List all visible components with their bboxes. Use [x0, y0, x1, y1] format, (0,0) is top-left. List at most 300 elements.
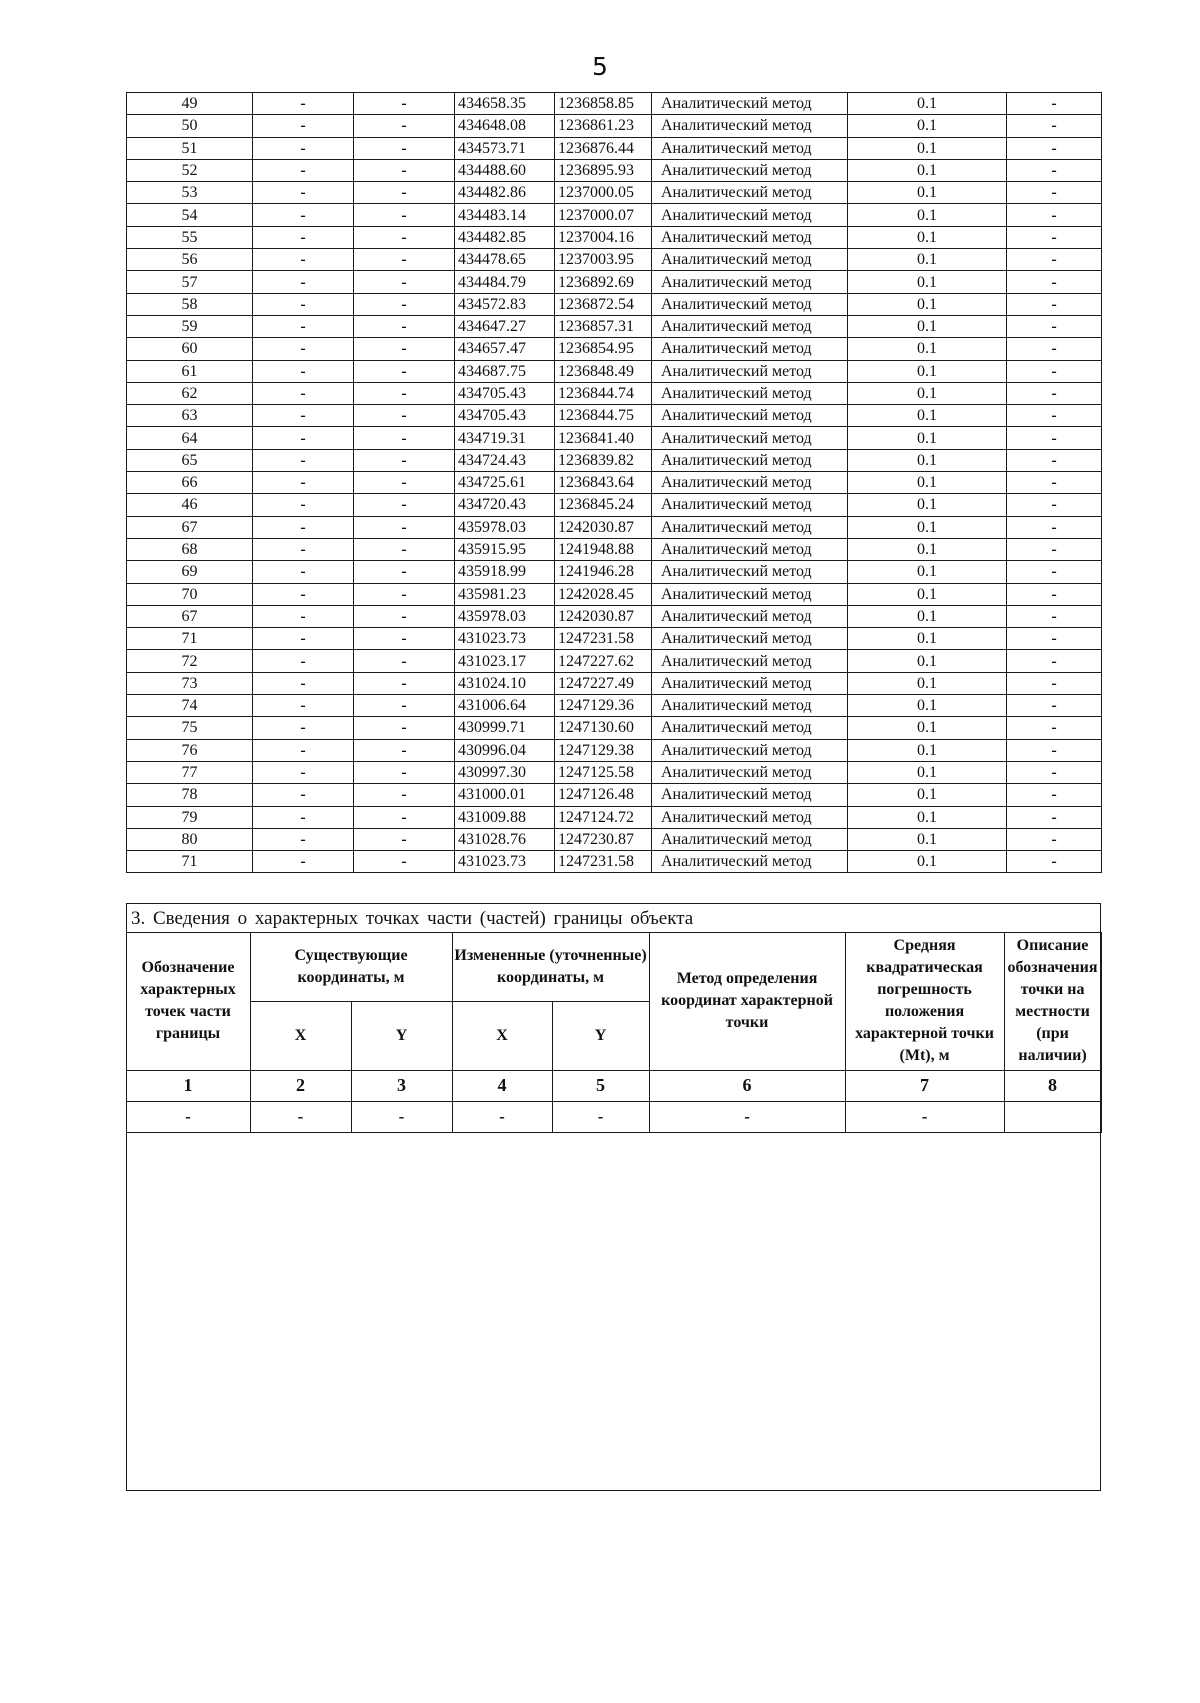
header-existing-y: Y — [351, 1001, 452, 1070]
table-row — [127, 249, 1102, 271]
column-number: 2 — [250, 1070, 351, 1101]
cell-point: 80 — [127, 828, 253, 850]
parts-table — [126, 932, 1102, 1133]
cell-accuracy: 0.1 — [848, 159, 1007, 181]
cell-x-old: - — [253, 761, 354, 783]
cell-point: 63 — [127, 405, 253, 427]
cell-x-new: 435915.95 — [455, 538, 555, 560]
cell-description: - — [1007, 226, 1102, 248]
cell-y-new: 1247124.72 — [555, 806, 652, 828]
cell-description: - — [1007, 271, 1102, 293]
cell-accuracy: 0.1 — [848, 761, 1007, 783]
cell-y-new: 1247231.58 — [555, 851, 652, 873]
cell-y-new: 1236857.31 — [555, 315, 652, 337]
cell-x-new: 434482.85 — [455, 226, 555, 248]
cell-accuracy: 0.1 — [848, 427, 1007, 449]
cell-y-new: 1247125.58 — [555, 761, 652, 783]
cell-y-old: - — [354, 784, 455, 806]
cell-accuracy: 0.1 — [848, 360, 1007, 382]
header-existing-x: X — [250, 1001, 351, 1070]
cell-accuracy: 0.1 — [848, 449, 1007, 471]
cell-accuracy: 0.1 — [848, 382, 1007, 404]
cell-x-old: - — [253, 427, 354, 449]
cell-x-new: 431000.01 — [455, 784, 555, 806]
cell-y-new: 1236895.93 — [555, 159, 652, 181]
cell-x-new: 434687.75 — [455, 360, 555, 382]
cell-method: Аналитический метод — [652, 717, 848, 739]
cell-y-new: 1237000.07 — [555, 204, 652, 226]
cell-point: 53 — [127, 182, 253, 204]
cell-y-old: - — [354, 538, 455, 560]
cell-x-old: - — [253, 382, 354, 404]
cell-method: Аналитический метод — [652, 650, 848, 672]
cell-description: - — [1007, 137, 1102, 159]
header-method: Метод определения координат характерной точки — [649, 932, 845, 1070]
cell-method: Аналитический метод — [652, 739, 848, 761]
cell-x-new: 434725.61 — [455, 472, 555, 494]
cell-point: 66 — [127, 472, 253, 494]
cell-description: - — [1007, 739, 1102, 761]
cell-y-new: 1247129.36 — [555, 695, 652, 717]
cell-method: Аналитический метод — [652, 605, 848, 627]
cell-x-new: 435981.23 — [455, 583, 555, 605]
cell-point: 54 — [127, 204, 253, 226]
cell-accuracy: 0.1 — [848, 828, 1007, 850]
table-row — [127, 405, 1102, 427]
cell-x-new: 430997.30 — [455, 761, 555, 783]
column-number: 3 — [351, 1070, 452, 1101]
cell-x-new: 434724.43 — [455, 449, 555, 471]
cell-accuracy: - — [845, 1101, 1004, 1132]
cell-x-old: - — [253, 249, 354, 271]
cell-accuracy: 0.1 — [848, 583, 1007, 605]
cell-y-old: - — [354, 717, 455, 739]
cell-y-new: 1247227.62 — [555, 650, 652, 672]
column-number-row — [126, 1070, 1101, 1101]
cell-x-new: 435918.99 — [455, 561, 555, 583]
cell-x-old: - — [253, 516, 354, 538]
cell-accuracy: 0.1 — [848, 249, 1007, 271]
cell-method: Аналитический метод — [652, 249, 848, 271]
cell-y-old: - — [354, 695, 455, 717]
header-accuracy: Средняя квадратическая погрешность положения характерной точки (Mt), м — [845, 932, 1004, 1070]
cell-y-old: - — [354, 182, 455, 204]
cell-x-new: 434658.35 — [455, 93, 555, 115]
cell-point: 77 — [127, 761, 253, 783]
cell-x-new: 434478.65 — [455, 249, 555, 271]
column-number: 6 — [649, 1070, 845, 1101]
cell-y-old: - — [354, 583, 455, 605]
cell-method: Аналитический метод — [652, 115, 848, 137]
cell-y-new: 1236892.69 — [555, 271, 652, 293]
table-row — [127, 672, 1102, 694]
cell-x-old: - — [253, 851, 354, 873]
cell-point: 59 — [127, 315, 253, 337]
cell-y-old: - — [354, 650, 455, 672]
cell-method: Аналитический метод — [652, 516, 848, 538]
table-row — [127, 851, 1102, 873]
cell-accuracy: 0.1 — [848, 695, 1007, 717]
table-row — [127, 472, 1102, 494]
cell-accuracy: 0.1 — [848, 628, 1007, 650]
cell-description: - — [1007, 516, 1102, 538]
cell-accuracy: 0.1 — [848, 115, 1007, 137]
cell-x-new: 431023.73 — [455, 628, 555, 650]
cell-point: 71 — [127, 628, 253, 650]
parts-section — [126, 903, 1101, 1491]
cell-method: Аналитический метод — [652, 449, 848, 471]
cell-y-old: - — [354, 338, 455, 360]
cell-y-new: 1236858.85 — [555, 93, 652, 115]
table-row — [127, 784, 1102, 806]
cell-y-old: - — [354, 628, 455, 650]
cell-method: Аналитический метод — [652, 360, 848, 382]
cell-x-new: 434484.79 — [455, 271, 555, 293]
cell-accuracy: 0.1 — [848, 182, 1007, 204]
cell-description: - — [1007, 672, 1102, 694]
cell-x-old: - — [253, 405, 354, 427]
cell-x-old: - — [253, 650, 354, 672]
cell-method: Аналитический метод — [652, 761, 848, 783]
cell-y-old: - — [354, 828, 455, 850]
cell-y-new: 1236848.49 — [555, 360, 652, 382]
cell-method: - — [649, 1101, 845, 1132]
cell-x-old: - — [253, 538, 354, 560]
cell-point: 67 — [127, 516, 253, 538]
page-number: 5 — [592, 52, 608, 81]
cell-method: Аналитический метод — [652, 204, 848, 226]
column-number: 1 — [126, 1070, 250, 1101]
cell-method: Аналитический метод — [652, 315, 848, 337]
cell-x-new: 430999.71 — [455, 717, 555, 739]
cell-point: 51 — [127, 137, 253, 159]
cell-method: Аналитический метод — [652, 672, 848, 694]
cell-y-new: 1236872.54 — [555, 293, 652, 315]
table-row — [127, 494, 1102, 516]
cell-method: Аналитический метод — [652, 405, 848, 427]
table-row — [127, 806, 1102, 828]
cell-accuracy: 0.1 — [848, 851, 1007, 873]
cell-y-old: - — [354, 672, 455, 694]
cell-x-old: - — [253, 717, 354, 739]
cell-x-new: 431009.88 — [455, 806, 555, 828]
cell-point: 56 — [127, 249, 253, 271]
cell-description — [1004, 1101, 1101, 1132]
table-row — [127, 739, 1102, 761]
cell-y-new: 1247227.49 — [555, 672, 652, 694]
cell-x-old: - — [253, 315, 354, 337]
cell-description: - — [1007, 338, 1102, 360]
cell-point: 55 — [127, 226, 253, 248]
cell-y-new: 1236843.64 — [555, 472, 652, 494]
cell-method: Аналитический метод — [652, 538, 848, 560]
cell-description: - — [1007, 204, 1102, 226]
cell-point: 74 — [127, 695, 253, 717]
cell-y-new: 1247231.58 — [555, 628, 652, 650]
cell-accuracy: 0.1 — [848, 494, 1007, 516]
cell-point: 52 — [127, 159, 253, 181]
table-row — [126, 1101, 1101, 1132]
cell-y-new: 1236844.74 — [555, 382, 652, 404]
cell-description: - — [1007, 249, 1102, 271]
cell-x-new: 434705.43 — [455, 405, 555, 427]
cell-method: Аналитический метод — [652, 137, 848, 159]
cell-description: - — [1007, 583, 1102, 605]
cell-x-new: 435978.03 — [455, 516, 555, 538]
cell-point: 79 — [127, 806, 253, 828]
cell-y-new: 1237000.05 — [555, 182, 652, 204]
cell-point: 78 — [127, 784, 253, 806]
cell-method: Аналитический метод — [652, 494, 848, 516]
cell-y-old: - — [354, 315, 455, 337]
cell-x-old: - — [253, 695, 354, 717]
cell-method: Аналитический метод — [652, 851, 848, 873]
blank-area — [127, 1133, 1100, 1473]
header-changed-y: Y — [552, 1001, 649, 1070]
cell-x-new: 435978.03 — [455, 605, 555, 627]
cell-x-new: - — [452, 1101, 552, 1132]
cell-y-old: - — [354, 115, 455, 137]
cell-method: Аналитический метод — [652, 93, 848, 115]
cell-accuracy: 0.1 — [848, 271, 1007, 293]
cell-y-old: - — [354, 360, 455, 382]
table-row — [127, 583, 1102, 605]
cell-y-new: 1236861.23 — [555, 115, 652, 137]
cell-x-old: - — [253, 115, 354, 137]
cell-y-old: - — [354, 226, 455, 248]
cell-y-old: - — [354, 472, 455, 494]
cell-method: Аналитический метод — [652, 695, 848, 717]
cell-y-old: - — [354, 605, 455, 627]
cell-x-old: - — [253, 494, 354, 516]
cell-y-new: 1237003.95 — [555, 249, 652, 271]
cell-x-old: - — [253, 93, 354, 115]
cell-y-old: - — [354, 516, 455, 538]
cell-y-old: - — [354, 93, 455, 115]
cell-description: - — [1007, 561, 1102, 583]
cell-description: - — [1007, 717, 1102, 739]
coordinates-table — [126, 92, 1102, 873]
cell-point: 75 — [127, 717, 253, 739]
cell-x-new: 431006.64 — [455, 695, 555, 717]
cell-description: - — [1007, 449, 1102, 471]
cell-point: 72 — [127, 650, 253, 672]
cell-description: - — [1007, 182, 1102, 204]
cell-description: - — [1007, 159, 1102, 181]
cell-x-new: 431028.76 — [455, 828, 555, 850]
cell-point: - — [126, 1101, 250, 1132]
cell-x-old: - — [253, 338, 354, 360]
table-row — [127, 204, 1102, 226]
cell-point: 57 — [127, 271, 253, 293]
cell-method: Аналитический метод — [652, 427, 848, 449]
table-row — [127, 137, 1102, 159]
cell-x-new: 431023.17 — [455, 650, 555, 672]
cell-point: 62 — [127, 382, 253, 404]
table-row — [127, 561, 1102, 583]
cell-point: 76 — [127, 739, 253, 761]
cell-point: 49 — [127, 93, 253, 115]
cell-y-new: 1242028.45 — [555, 583, 652, 605]
cell-y-old: - — [354, 137, 455, 159]
cell-y-new: 1236854.95 — [555, 338, 652, 360]
cell-x-new: 431024.10 — [455, 672, 555, 694]
table-row — [127, 293, 1102, 315]
cell-accuracy: 0.1 — [848, 806, 1007, 828]
cell-x-old: - — [253, 449, 354, 471]
cell-y-new: 1242030.87 — [555, 605, 652, 627]
cell-description: - — [1007, 293, 1102, 315]
cell-y-new: 1236876.44 — [555, 137, 652, 159]
header-existing-coords: Существующие координаты, м — [250, 932, 452, 1001]
cell-x-new: 434657.47 — [455, 338, 555, 360]
cell-point: 58 — [127, 293, 253, 315]
cell-y-old: - — [354, 761, 455, 783]
cell-description: - — [1007, 315, 1102, 337]
cell-method: Аналитический метод — [652, 628, 848, 650]
table-row — [127, 717, 1102, 739]
cell-x-new: 434720.43 — [455, 494, 555, 516]
cell-x-old: - — [253, 271, 354, 293]
cell-y-old: - — [354, 405, 455, 427]
table-row — [127, 605, 1102, 627]
cell-y-old: - — [354, 449, 455, 471]
table-row — [127, 382, 1102, 404]
cell-method: Аналитический метод — [652, 784, 848, 806]
cell-x-old: - — [253, 159, 354, 181]
cell-x-new: 434705.43 — [455, 382, 555, 404]
cell-x-old: - — [253, 137, 354, 159]
cell-description: - — [1007, 828, 1102, 850]
cell-description: - — [1007, 472, 1102, 494]
cell-x-old: - — [253, 628, 354, 650]
cell-method: Аналитический метод — [652, 561, 848, 583]
section-title: 3. Сведения о характерных точках части (частей) границы объекта — [127, 904, 1100, 933]
cell-description: - — [1007, 650, 1102, 672]
cell-accuracy: 0.1 — [848, 226, 1007, 248]
cell-point: 65 — [127, 449, 253, 471]
cell-x-old: - — [253, 784, 354, 806]
cell-accuracy: 0.1 — [848, 561, 1007, 583]
table-row — [127, 516, 1102, 538]
table-row — [127, 650, 1102, 672]
cell-method: Аналитический метод — [652, 159, 848, 181]
cell-point: 69 — [127, 561, 253, 583]
cell-accuracy: 0.1 — [848, 405, 1007, 427]
cell-x-new: 434482.86 — [455, 182, 555, 204]
table-row — [127, 628, 1102, 650]
cell-y-old: - — [354, 561, 455, 583]
table-row — [127, 159, 1102, 181]
table-row — [127, 226, 1102, 248]
table-row — [127, 93, 1102, 115]
cell-x-new: 434719.31 — [455, 427, 555, 449]
cell-description: - — [1007, 605, 1102, 627]
header-designation: Обозначение характерных точек части границы — [126, 932, 250, 1070]
cell-method: Аналитический метод — [652, 338, 848, 360]
cell-x-old: - — [253, 472, 354, 494]
cell-y-old: - — [354, 293, 455, 315]
table-row — [127, 761, 1102, 783]
cell-y-old: - — [354, 249, 455, 271]
cell-y-new: 1236841.40 — [555, 427, 652, 449]
cell-accuracy: 0.1 — [848, 204, 1007, 226]
cell-point: 60 — [127, 338, 253, 360]
cell-y-new: 1236839.82 — [555, 449, 652, 471]
cell-y-old: - — [354, 271, 455, 293]
cell-y-old: - — [354, 204, 455, 226]
cell-accuracy: 0.1 — [848, 739, 1007, 761]
header-changed-x: X — [452, 1001, 552, 1070]
cell-point: 50 — [127, 115, 253, 137]
cell-accuracy: 0.1 — [848, 784, 1007, 806]
cell-point: 67 — [127, 605, 253, 627]
cell-y-new: 1241946.28 — [555, 561, 652, 583]
cell-x-new: 434483.14 — [455, 204, 555, 226]
cell-y-new: 1236845.24 — [555, 494, 652, 516]
cell-method: Аналитический метод — [652, 182, 848, 204]
cell-point: 73 — [127, 672, 253, 694]
cell-y-old: - — [354, 851, 455, 873]
cell-y-old: - — [351, 1101, 452, 1132]
cell-accuracy: 0.1 — [848, 650, 1007, 672]
cell-method: Аналитический метод — [652, 806, 848, 828]
cell-description: - — [1007, 93, 1102, 115]
cell-description: - — [1007, 806, 1102, 828]
table-row — [127, 449, 1102, 471]
cell-description: - — [1007, 427, 1102, 449]
cell-point: 71 — [127, 851, 253, 873]
cell-accuracy: 0.1 — [848, 315, 1007, 337]
table-row — [127, 271, 1102, 293]
cell-x-new: 434647.27 — [455, 315, 555, 337]
cell-y-new: 1242030.87 — [555, 516, 652, 538]
cell-y-old: - — [354, 382, 455, 404]
cell-x-old: - — [253, 561, 354, 583]
cell-x-old: - — [253, 605, 354, 627]
cell-x-old: - — [253, 672, 354, 694]
cell-y-old: - — [354, 427, 455, 449]
column-number: 4 — [452, 1070, 552, 1101]
column-number: 8 — [1004, 1070, 1101, 1101]
table-row — [127, 315, 1102, 337]
cell-x-new: 430996.04 — [455, 739, 555, 761]
cell-x-old: - — [253, 739, 354, 761]
cell-y-old: - — [354, 494, 455, 516]
table-row — [127, 182, 1102, 204]
column-number: 7 — [845, 1070, 1004, 1101]
cell-accuracy: 0.1 — [848, 137, 1007, 159]
cell-x-new: 434573.71 — [455, 137, 555, 159]
cell-accuracy: 0.1 — [848, 538, 1007, 560]
cell-y-new: 1247129.38 — [555, 739, 652, 761]
cell-accuracy: 0.1 — [848, 338, 1007, 360]
cell-description: - — [1007, 851, 1102, 873]
cell-accuracy: 0.1 — [848, 516, 1007, 538]
cell-x-new: 434488.60 — [455, 159, 555, 181]
cell-x-old: - — [253, 293, 354, 315]
cell-x-old: - — [253, 204, 354, 226]
table-row — [127, 360, 1102, 382]
cell-method: Аналитический метод — [652, 382, 848, 404]
cell-y-new: 1236844.75 — [555, 405, 652, 427]
cell-x-new: 434648.08 — [455, 115, 555, 137]
header-changed-coords: Измененные (уточненные) координаты, м — [452, 932, 649, 1001]
cell-accuracy: 0.1 — [848, 293, 1007, 315]
table-row — [127, 115, 1102, 137]
cell-y-new: 1241948.88 — [555, 538, 652, 560]
cell-point: 70 — [127, 583, 253, 605]
